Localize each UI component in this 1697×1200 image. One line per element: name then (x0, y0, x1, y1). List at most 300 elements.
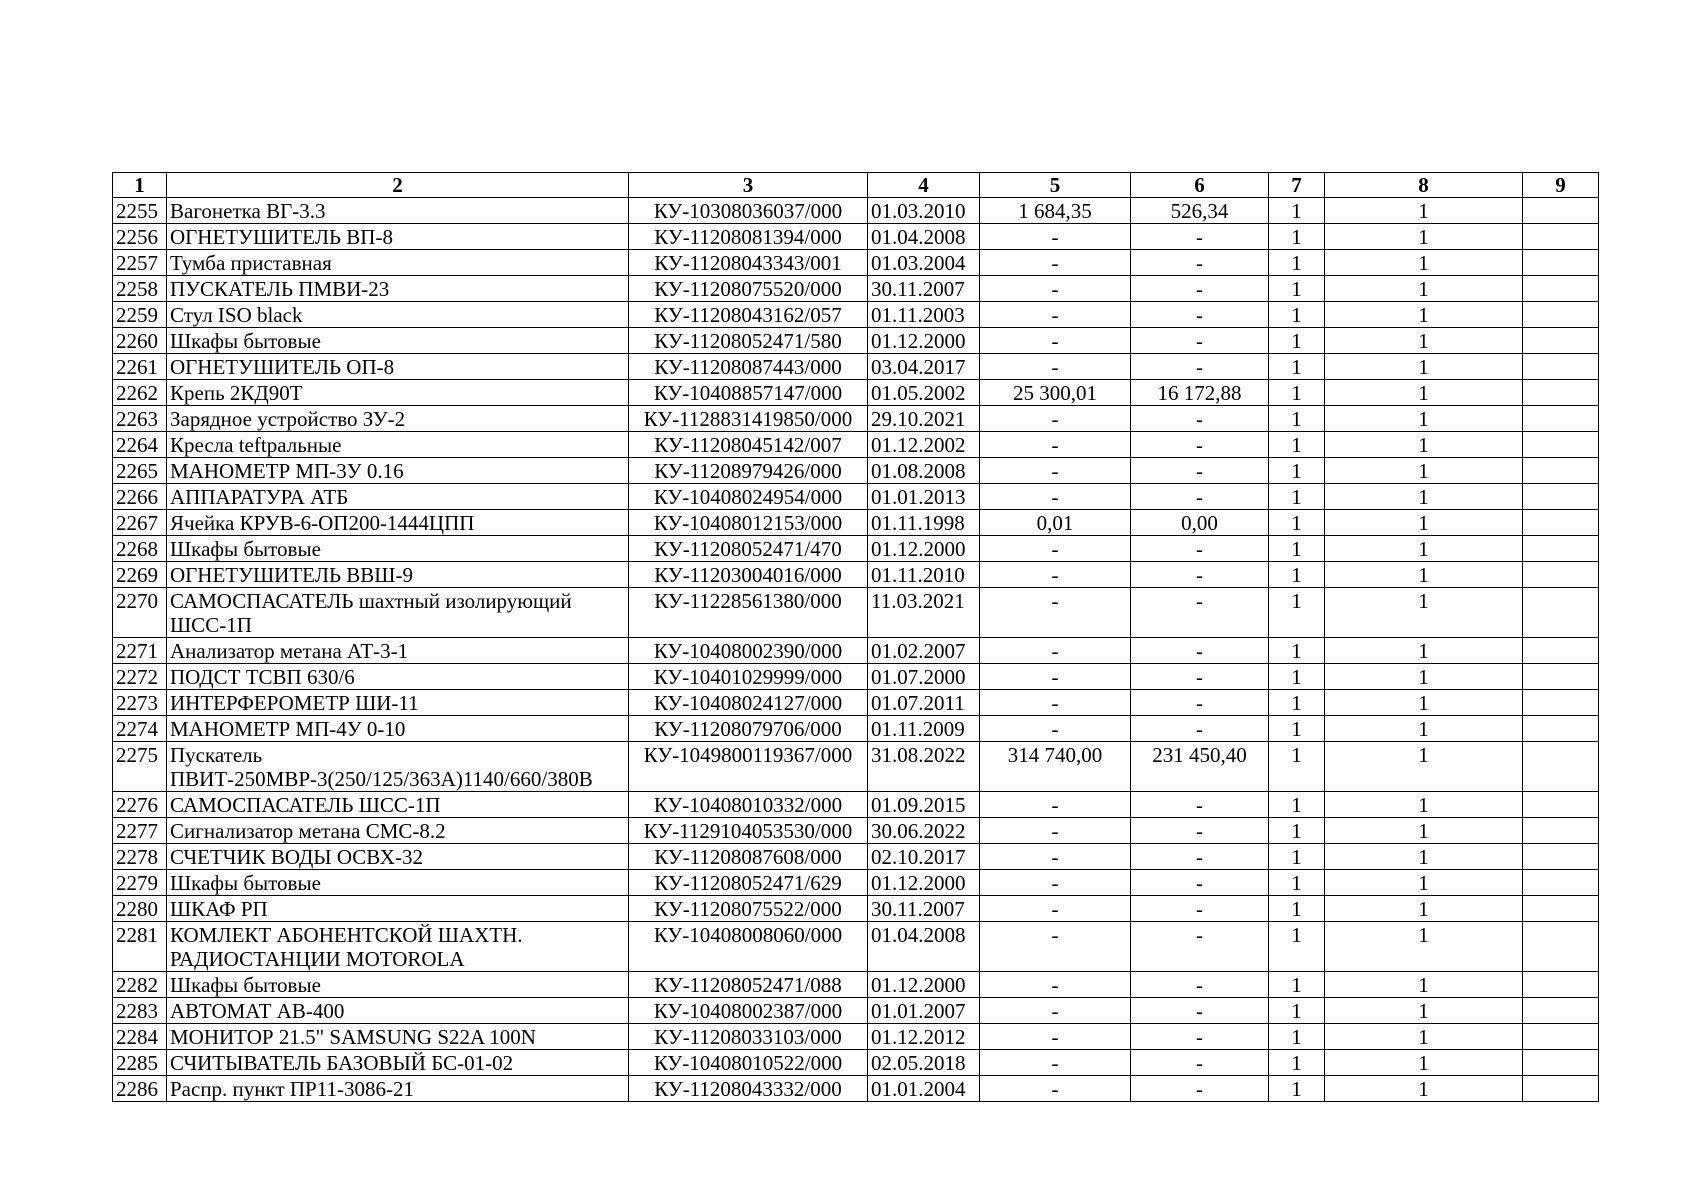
quantity-cell: 1 (1269, 1050, 1325, 1076)
date-cell: 01.05.2002 (868, 380, 980, 406)
row-number-cell: 2270 (113, 588, 167, 638)
note-cell (1523, 998, 1599, 1024)
inventory-code-cell: КУ-11208087443/000 (629, 354, 868, 380)
quantity-actual-cell: 1 (1325, 1024, 1523, 1050)
date-cell: 29.10.2021 (868, 406, 980, 432)
inventory-code-cell: КУ-1128831419850/000 (629, 406, 868, 432)
item-name-cell: Стул ISO black (167, 302, 629, 328)
date-cell: 01.02.2007 (868, 638, 980, 664)
residual-cost-cell: - (1131, 690, 1269, 716)
residual-cost-cell: - (1131, 998, 1269, 1024)
note-cell (1523, 1050, 1599, 1076)
residual-cost-cell: - (1131, 896, 1269, 922)
note-cell (1523, 664, 1599, 690)
note-cell (1523, 562, 1599, 588)
item-name-cell: САМОСПАСАТЕЛЬ ШСС-1П (167, 792, 629, 818)
residual-cost-cell: - (1131, 484, 1269, 510)
note-cell (1523, 1024, 1599, 1050)
inventory-code-cell: КУ-11208043343/001 (629, 250, 868, 276)
initial-cost-cell: 25 300,01 (980, 380, 1131, 406)
residual-cost-cell: - (1131, 870, 1269, 896)
row-number-cell: 2259 (113, 302, 167, 328)
item-name-cell: ОГНЕТУШИТЕЛЬ ОП-8 (167, 354, 629, 380)
initial-cost-cell: - (980, 250, 1131, 276)
quantity-actual-cell: 1 (1325, 972, 1523, 998)
item-name-cell: ПОДСТ ТСВП 630/6 (167, 664, 629, 690)
inventory-code-cell: КУ-10408024954/000 (629, 484, 868, 510)
table-row (113, 458, 1599, 484)
inventory-code-cell: КУ-11208043162/057 (629, 302, 868, 328)
table-row (113, 354, 1599, 380)
note-cell (1523, 896, 1599, 922)
initial-cost-cell: - (980, 536, 1131, 562)
table-row (113, 198, 1599, 224)
table-row (113, 406, 1599, 432)
quantity-cell: 1 (1269, 716, 1325, 742)
row-number-cell: 2261 (113, 354, 167, 380)
row-number-cell: 2281 (113, 922, 167, 972)
residual-cost-cell: - (1131, 1076, 1269, 1102)
date-cell: 01.08.2008 (868, 458, 980, 484)
item-name-cell: САМОСПАСАТЕЛЬ шахтный изолирующий ШСС-1П (167, 588, 629, 638)
table-row (113, 276, 1599, 302)
initial-cost-cell: - (980, 792, 1131, 818)
date-cell: 01.11.2003 (868, 302, 980, 328)
item-name-cell: ОГНЕТУШИТЕЛЬ ВВШ-9 (167, 562, 629, 588)
item-name-cell: Пускатель ПВИТ-250МВР-3(250/125/363А)1140/660/380В (167, 742, 629, 792)
row-number-cell: 2278 (113, 844, 167, 870)
quantity-actual-cell: 1 (1325, 716, 1523, 742)
quantity-cell: 1 (1269, 276, 1325, 302)
inventory-code-cell: КУ-10408857147/000 (629, 380, 868, 406)
quantity-actual-cell: 1 (1325, 354, 1523, 380)
quantity-actual-cell: 1 (1325, 224, 1523, 250)
note-cell (1523, 432, 1599, 458)
quantity-actual-cell: 1 (1325, 664, 1523, 690)
note-cell (1523, 870, 1599, 896)
item-name-cell: АВТОМАТ АВ-400 (167, 998, 629, 1024)
residual-cost-cell: 0,00 (1131, 510, 1269, 536)
date-cell: 01.11.2010 (868, 562, 980, 588)
residual-cost-cell: - (1131, 1050, 1269, 1076)
table-row (113, 250, 1599, 276)
date-cell: 31.08.2022 (868, 742, 980, 792)
residual-cost-cell: - (1131, 536, 1269, 562)
note-cell (1523, 638, 1599, 664)
quantity-actual-cell: 1 (1325, 870, 1523, 896)
date-cell: 01.12.2002 (868, 432, 980, 458)
table-row (113, 302, 1599, 328)
residual-cost-cell: - (1131, 562, 1269, 588)
quantity-cell: 1 (1269, 536, 1325, 562)
quantity-cell: 1 (1269, 690, 1325, 716)
table-row (113, 224, 1599, 250)
row-number-cell: 2264 (113, 432, 167, 458)
initial-cost-cell: - (980, 1050, 1131, 1076)
row-number-cell: 2280 (113, 896, 167, 922)
date-cell: 02.05.2018 (868, 1050, 980, 1076)
item-name-cell: ШКАФ РП (167, 896, 629, 922)
residual-cost-cell: - (1131, 716, 1269, 742)
inventory-code-cell: КУ-11208087608/000 (629, 844, 868, 870)
residual-cost-cell: - (1131, 972, 1269, 998)
initial-cost-cell: - (980, 432, 1131, 458)
quantity-actual-cell: 1 (1325, 250, 1523, 276)
residual-cost-cell: - (1131, 224, 1269, 250)
quantity-cell: 1 (1269, 638, 1325, 664)
date-cell: 01.03.2004 (868, 250, 980, 276)
quantity-actual-cell: 1 (1325, 562, 1523, 588)
table-body (113, 198, 1599, 1102)
residual-cost-cell: - (1131, 818, 1269, 844)
inventory-code-cell: КУ-11208075520/000 (629, 276, 868, 302)
inventory-code-cell: КУ-11228561380/000 (629, 588, 868, 638)
quantity-actual-cell: 1 (1325, 380, 1523, 406)
date-cell: 01.03.2010 (868, 198, 980, 224)
date-cell: 01.01.2013 (868, 484, 980, 510)
table-row (113, 638, 1599, 664)
row-number-cell: 2263 (113, 406, 167, 432)
quantity-cell: 1 (1269, 562, 1325, 588)
row-number-cell: 2276 (113, 792, 167, 818)
table-row (113, 328, 1599, 354)
note-cell (1523, 198, 1599, 224)
residual-cost-cell: - (1131, 588, 1269, 638)
item-name-cell: Кресла teftральные (167, 432, 629, 458)
table-row (113, 664, 1599, 690)
quantity-actual-cell: 1 (1325, 328, 1523, 354)
item-name-cell: Шкафы бытовые (167, 870, 629, 896)
quantity-actual-cell: 1 (1325, 922, 1523, 972)
inventory-code-cell: КУ-10408010522/000 (629, 1050, 868, 1076)
note-cell (1523, 458, 1599, 484)
initial-cost-cell: 0,01 (980, 510, 1131, 536)
quantity-cell: 1 (1269, 588, 1325, 638)
row-number-cell: 2275 (113, 742, 167, 792)
quantity-cell: 1 (1269, 354, 1325, 380)
quantity-actual-cell: 1 (1325, 896, 1523, 922)
note-cell (1523, 484, 1599, 510)
quantity-actual-cell: 1 (1325, 638, 1523, 664)
initial-cost-cell: - (980, 972, 1131, 998)
inventory-code-cell: КУ-10308036037/000 (629, 198, 868, 224)
date-cell: 01.12.2000 (868, 870, 980, 896)
quantity-actual-cell: 1 (1325, 998, 1523, 1024)
quantity-actual-cell: 1 (1325, 276, 1523, 302)
initial-cost-cell: - (980, 638, 1131, 664)
table-row (113, 742, 1599, 792)
table-row (113, 1076, 1599, 1102)
row-number-cell: 2283 (113, 998, 167, 1024)
row-number-cell: 2279 (113, 870, 167, 896)
table-row (113, 432, 1599, 458)
table-row (113, 972, 1599, 998)
quantity-cell: 1 (1269, 224, 1325, 250)
initial-cost-cell: - (980, 870, 1131, 896)
item-name-cell: Шкафы бытовые (167, 972, 629, 998)
column-header: 6 (1131, 173, 1269, 198)
inventory-code-cell: КУ-11208052471/629 (629, 870, 868, 896)
inventory-code-cell: КУ-11208052471/088 (629, 972, 868, 998)
quantity-cell: 1 (1269, 998, 1325, 1024)
initial-cost-cell: - (980, 588, 1131, 638)
inventory-code-cell: КУ-10408002387/000 (629, 998, 868, 1024)
row-number-cell: 2260 (113, 328, 167, 354)
quantity-cell: 1 (1269, 198, 1325, 224)
initial-cost-cell: - (980, 818, 1131, 844)
inventory-code-cell: КУ-11203004016/000 (629, 562, 868, 588)
quantity-actual-cell: 1 (1325, 818, 1523, 844)
inventory-code-cell: КУ-11208052471/580 (629, 328, 868, 354)
residual-cost-cell: - (1131, 432, 1269, 458)
item-name-cell: ПУСКАТЕЛЬ ПМВИ-23 (167, 276, 629, 302)
quantity-actual-cell: 1 (1325, 792, 1523, 818)
table-row (113, 1024, 1599, 1050)
initial-cost-cell: 1 684,35 (980, 198, 1131, 224)
initial-cost-cell: - (980, 224, 1131, 250)
note-cell (1523, 588, 1599, 638)
inventory-code-cell: КУ-10408008060/000 (629, 922, 868, 972)
inventory-code-cell: КУ-11208979426/000 (629, 458, 868, 484)
inventory-code-cell: КУ-11208043332/000 (629, 1076, 868, 1102)
table-row (113, 536, 1599, 562)
item-name-cell: Ячейка КРУВ-6-ОП200-1444ЦПП (167, 510, 629, 536)
inventory-code-cell: КУ-11208052471/470 (629, 536, 868, 562)
item-name-cell: Распр. пункт ПР11-3086-21 (167, 1076, 629, 1102)
item-name-cell: Вагонетка ВГ-3.3 (167, 198, 629, 224)
residual-cost-cell: 526,34 (1131, 198, 1269, 224)
item-name-cell: Шкафы бытовые (167, 328, 629, 354)
residual-cost-cell: - (1131, 638, 1269, 664)
inventory-page (112, 172, 1598, 1102)
note-cell (1523, 250, 1599, 276)
initial-cost-cell: - (980, 562, 1131, 588)
row-number-cell: 2256 (113, 224, 167, 250)
residual-cost-cell: - (1131, 276, 1269, 302)
inventory-code-cell: КУ-11208033103/000 (629, 1024, 868, 1050)
initial-cost-cell: - (980, 844, 1131, 870)
inventory-code-cell: КУ-10401029999/000 (629, 664, 868, 690)
note-cell (1523, 742, 1599, 792)
table-row (113, 484, 1599, 510)
initial-cost-cell: - (980, 328, 1131, 354)
quantity-actual-cell: 1 (1325, 536, 1523, 562)
quantity-cell: 1 (1269, 818, 1325, 844)
note-cell (1523, 510, 1599, 536)
quantity-actual-cell: 1 (1325, 588, 1523, 638)
quantity-actual-cell: 1 (1325, 742, 1523, 792)
quantity-cell: 1 (1269, 458, 1325, 484)
item-name-cell: Шкафы бытовые (167, 536, 629, 562)
table-row (113, 690, 1599, 716)
table-row (113, 818, 1599, 844)
table-row (113, 1050, 1599, 1076)
note-cell (1523, 818, 1599, 844)
quantity-cell: 1 (1269, 510, 1325, 536)
initial-cost-cell: - (980, 276, 1131, 302)
note-cell (1523, 536, 1599, 562)
item-name-cell: АППАРАТУРА АТБ (167, 484, 629, 510)
note-cell (1523, 1076, 1599, 1102)
residual-cost-cell: - (1131, 250, 1269, 276)
quantity-cell: 1 (1269, 406, 1325, 432)
table-row (113, 922, 1599, 972)
inventory-code-cell: КУ-1049800119367/000 (629, 742, 868, 792)
row-number-cell: 2286 (113, 1076, 167, 1102)
row-number-cell: 2258 (113, 276, 167, 302)
item-name-cell: СЧЕТЧИК ВОДЫ ОСВХ-32 (167, 844, 629, 870)
quantity-cell: 1 (1269, 484, 1325, 510)
note-cell (1523, 716, 1599, 742)
note-cell (1523, 302, 1599, 328)
row-number-cell: 2272 (113, 664, 167, 690)
quantity-cell: 1 (1269, 844, 1325, 870)
residual-cost-cell: 16 172,88 (1131, 380, 1269, 406)
date-cell: 01.12.2000 (868, 972, 980, 998)
date-cell: 01.11.1998 (868, 510, 980, 536)
note-cell (1523, 922, 1599, 972)
note-cell (1523, 380, 1599, 406)
date-cell: 01.04.2008 (868, 922, 980, 972)
date-cell: 01.01.2007 (868, 998, 980, 1024)
date-cell: 11.03.2021 (868, 588, 980, 638)
column-header: 3 (629, 173, 868, 198)
quantity-cell: 1 (1269, 870, 1325, 896)
quantity-cell: 1 (1269, 328, 1325, 354)
row-number-cell: 2268 (113, 536, 167, 562)
quantity-cell: 1 (1269, 742, 1325, 792)
initial-cost-cell: 314 740,00 (980, 742, 1131, 792)
table-row (113, 896, 1599, 922)
header-row (113, 173, 1599, 198)
residual-cost-cell: - (1131, 302, 1269, 328)
quantity-actual-cell: 1 (1325, 844, 1523, 870)
table-row (113, 510, 1599, 536)
table-row (113, 562, 1599, 588)
quantity-actual-cell: 1 (1325, 406, 1523, 432)
note-cell (1523, 224, 1599, 250)
column-header: 7 (1269, 173, 1325, 198)
inventory-code-cell: КУ-11208045142/007 (629, 432, 868, 458)
quantity-cell: 1 (1269, 896, 1325, 922)
date-cell: 01.09.2015 (868, 792, 980, 818)
note-cell (1523, 690, 1599, 716)
residual-cost-cell: - (1131, 1024, 1269, 1050)
item-name-cell: КОМЛЕКТ АБОНЕНТСКОЙ ШАХТН. РАДИОСТАНЦИИ MOTOROLA (167, 922, 629, 972)
inventory-code-cell: КУ-10408010332/000 (629, 792, 868, 818)
note-cell (1523, 354, 1599, 380)
table-row (113, 998, 1599, 1024)
row-number-cell: 2274 (113, 716, 167, 742)
initial-cost-cell: - (980, 896, 1131, 922)
row-number-cell: 2285 (113, 1050, 167, 1076)
table-row (113, 870, 1599, 896)
quantity-actual-cell: 1 (1325, 198, 1523, 224)
column-header: 8 (1325, 173, 1523, 198)
date-cell: 01.01.2004 (868, 1076, 980, 1102)
initial-cost-cell: - (980, 406, 1131, 432)
column-header: 4 (868, 173, 980, 198)
item-name-cell: МОНИТОР 21.5" SAMSUNG S22A 100N (167, 1024, 629, 1050)
quantity-cell: 1 (1269, 302, 1325, 328)
inventory-table (112, 172, 1599, 1102)
residual-cost-cell: - (1131, 922, 1269, 972)
row-number-cell: 2255 (113, 198, 167, 224)
quantity-cell: 1 (1269, 972, 1325, 998)
quantity-cell: 1 (1269, 250, 1325, 276)
row-number-cell: 2267 (113, 510, 167, 536)
quantity-actual-cell: 1 (1325, 1076, 1523, 1102)
row-number-cell: 2282 (113, 972, 167, 998)
item-name-cell: Сигнализатор метана СМС-8.2 (167, 818, 629, 844)
initial-cost-cell: - (980, 690, 1131, 716)
quantity-actual-cell: 1 (1325, 510, 1523, 536)
date-cell: 01.07.2011 (868, 690, 980, 716)
date-cell: 01.12.2000 (868, 536, 980, 562)
row-number-cell: 2265 (113, 458, 167, 484)
date-cell: 30.06.2022 (868, 818, 980, 844)
column-header: 2 (167, 173, 629, 198)
note-cell (1523, 972, 1599, 998)
item-name-cell: Зарядное устройство ЗУ-2 (167, 406, 629, 432)
note-cell (1523, 792, 1599, 818)
inventory-code-cell: КУ-10408012153/000 (629, 510, 868, 536)
item-name-cell: СЧИТЫВАТЕЛЬ БАЗОВЫЙ БС-01-02 (167, 1050, 629, 1076)
quantity-cell: 1 (1269, 792, 1325, 818)
initial-cost-cell: - (980, 458, 1131, 484)
date-cell: 01.07.2000 (868, 664, 980, 690)
date-cell: 02.10.2017 (868, 844, 980, 870)
date-cell: 01.11.2009 (868, 716, 980, 742)
row-number-cell: 2277 (113, 818, 167, 844)
initial-cost-cell: - (980, 922, 1131, 972)
note-cell (1523, 844, 1599, 870)
table-row (113, 380, 1599, 406)
date-cell: 01.12.2012 (868, 1024, 980, 1050)
initial-cost-cell: - (980, 354, 1131, 380)
table-row (113, 716, 1599, 742)
residual-cost-cell: - (1131, 844, 1269, 870)
residual-cost-cell: - (1131, 406, 1269, 432)
column-header: 1 (113, 173, 167, 198)
date-cell: 03.04.2017 (868, 354, 980, 380)
note-cell (1523, 276, 1599, 302)
residual-cost-cell: - (1131, 328, 1269, 354)
initial-cost-cell: - (980, 302, 1131, 328)
table-row (113, 792, 1599, 818)
inventory-code-cell: КУ-11208075522/000 (629, 896, 868, 922)
initial-cost-cell: - (980, 1024, 1131, 1050)
residual-cost-cell: - (1131, 354, 1269, 380)
date-cell: 01.12.2000 (868, 328, 980, 354)
item-name-cell: Тумба приставная (167, 250, 629, 276)
quantity-cell: 1 (1269, 922, 1325, 972)
inventory-code-cell: КУ-10408002390/000 (629, 638, 868, 664)
table-row (113, 588, 1599, 638)
row-number-cell: 2284 (113, 1024, 167, 1050)
column-header: 5 (980, 173, 1131, 198)
quantity-cell: 1 (1269, 664, 1325, 690)
note-cell (1523, 406, 1599, 432)
initial-cost-cell: - (980, 998, 1131, 1024)
quantity-cell: 1 (1269, 432, 1325, 458)
item-name-cell: Крепь 2КД90Т (167, 380, 629, 406)
residual-cost-cell: - (1131, 664, 1269, 690)
date-cell: 30.11.2007 (868, 896, 980, 922)
quantity-cell: 1 (1269, 380, 1325, 406)
residual-cost-cell: 231 450,40 (1131, 742, 1269, 792)
note-cell (1523, 328, 1599, 354)
